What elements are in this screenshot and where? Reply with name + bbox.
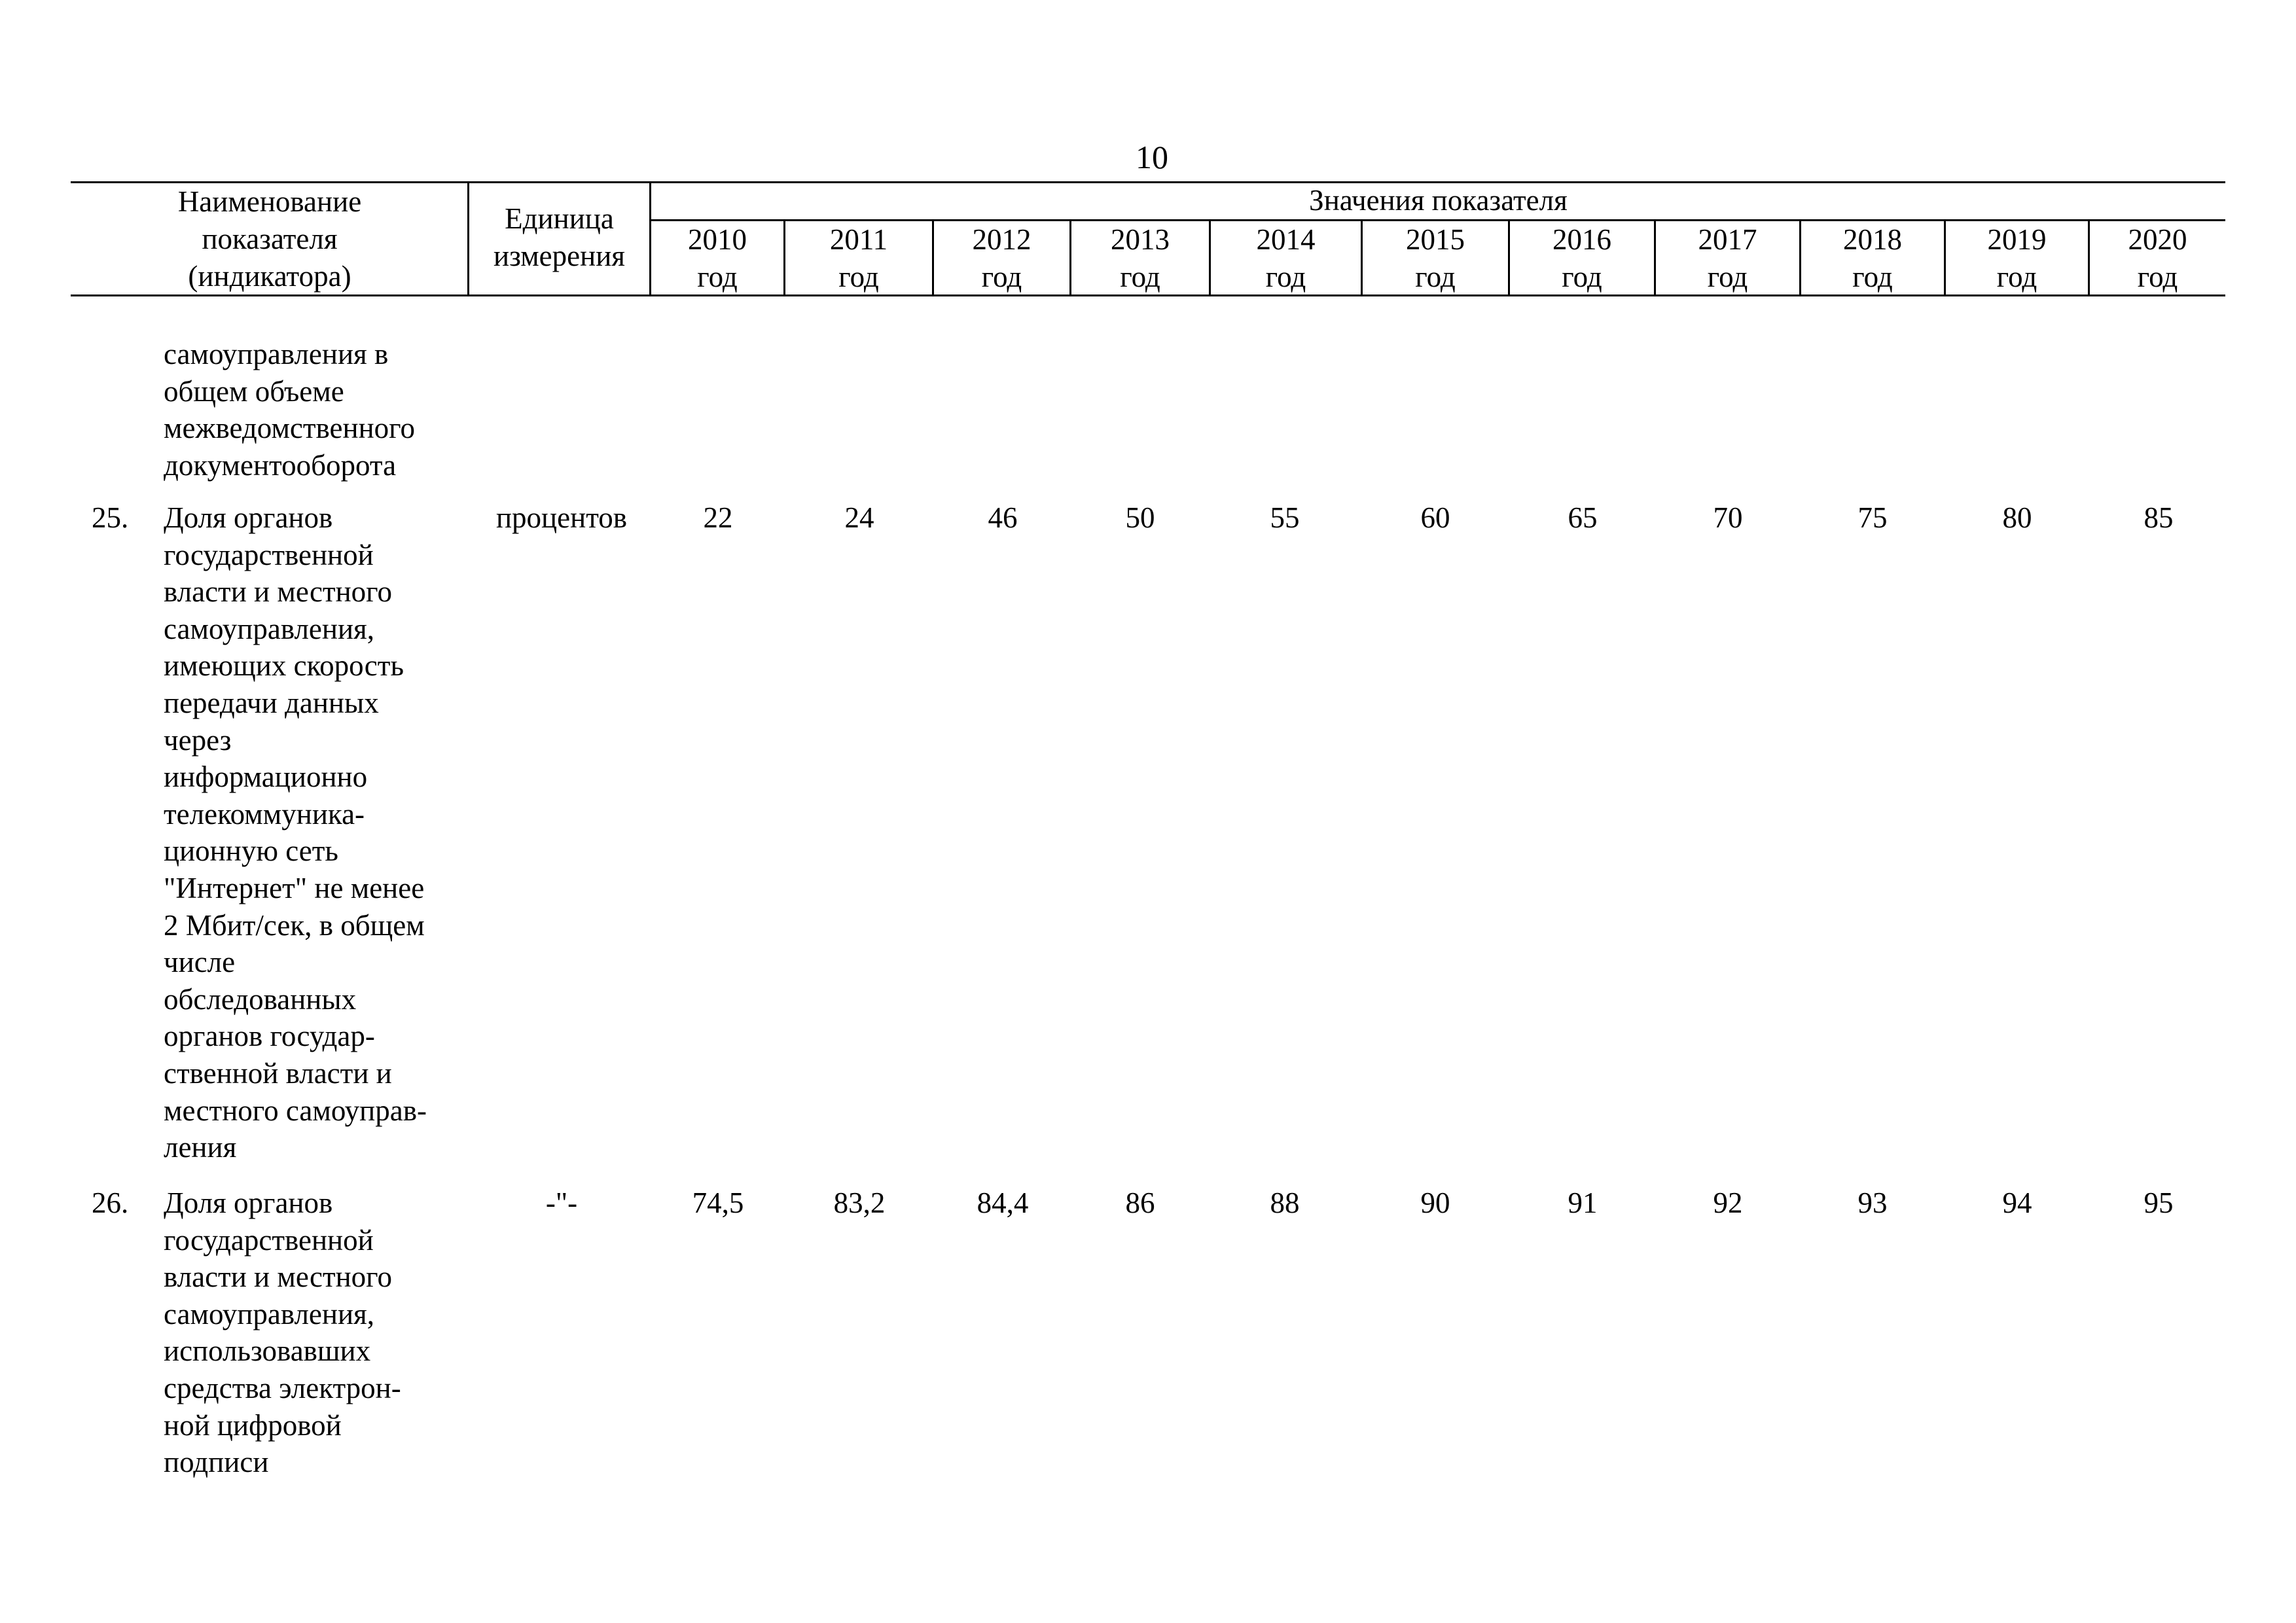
header-year-suffix: год [1707,260,1748,293]
header-year-suffix: год [1265,260,1306,293]
header-year-label: 2019 [1987,223,2047,256]
row-number-26: 26. [92,1186,129,1219]
row-26-value-2016: 91 [1568,1186,1598,1219]
header-year-2011 [785,221,932,296]
row-26-value-2012: 84,4 [977,1186,1029,1219]
row-26-unit: -"- [545,1186,578,1219]
row-26-value-2010: 74,5 [692,1186,744,1219]
header-year-suffix: год [981,260,1022,293]
row-26-value-2015: 90 [1420,1186,1450,1219]
header-year-2017 [1656,221,1799,296]
row-25-value-2014: 55 [1270,501,1300,534]
header-values-group: Значения показателя [1309,184,1568,217]
header-year-label: 2010 [688,223,747,256]
header-year-label: 2015 [1406,223,1465,256]
header-year-2012 [934,221,1069,296]
header-year-label: 2011 [829,223,888,256]
row-25-value-2013: 50 [1125,501,1155,534]
header-year-suffix: год [838,260,879,293]
header-year-2020 [2090,221,2225,296]
header-year-label: 2017 [1698,223,1757,256]
row-26-value-2019: 94 [2002,1186,2032,1219]
header-year-label: 2014 [1256,223,1316,256]
header-year-2016 [1510,221,1654,296]
row-25-unit: процентов [495,501,628,534]
header-unit-column: Единица измерения [493,202,625,272]
row-26-value-2017: 92 [1713,1186,1743,1219]
row-25-indicator-name: Доля органов государственной власти и местного самоуправления, имеющих скорость передачи данных через информационно телекоммуника- ционную сеть "Интернет" не менее 2 Мбит/сек, в общем числе обследованных органов государ- ственной власти и местного самоуправ- ления [164,501,427,1164]
row-25-value-2015: 60 [1420,501,1450,534]
row-26-value-2011: 83,2 [833,1186,886,1219]
row-25-value-2018: 75 [1857,501,1888,534]
row-26-value-2018: 93 [1857,1186,1888,1219]
row-26-value-2013: 86 [1125,1186,1155,1219]
header-year-suffix: год [1562,260,1602,293]
header-year-2019 [1946,221,2088,296]
page-number: 10 [1136,139,1168,175]
row-25-value-2010: 22 [703,501,733,534]
row-26-value-2014: 88 [1270,1186,1300,1219]
header-year-suffix: год [1120,260,1160,293]
row-26-indicator-name: Доля органов государственной власти и местного самоуправления, использовавших средства электрон- ной цифровой подписи [164,1186,401,1479]
header-year-suffix: год [1996,260,2037,293]
header-year-suffix: год [2137,260,2178,293]
row-25-value-2017: 70 [1713,501,1743,534]
header-year-2013 [1071,221,1209,296]
row-number-25: 25. [92,501,129,534]
row-25-value-2020: 85 [2144,501,2174,534]
header-year-label: 2013 [1111,223,1170,256]
header-year-2018 [1801,221,1944,296]
continuation-text: самоуправления в общем объеме межведомственного документооборота [164,338,416,482]
row-25-value-2012: 46 [988,501,1018,534]
row-26-value-2020: 95 [2144,1186,2174,1219]
header-year-label: 2018 [1843,223,1902,256]
header-year-suffix: год [1852,260,1893,293]
row-25-value-2016: 65 [1568,501,1598,534]
header-year-label: 2020 [2128,223,2187,256]
header-year-suffix: год [697,260,738,293]
header-year-label: 2012 [972,223,1031,256]
header-year-2015 [1363,221,1508,296]
header-year-suffix: год [1415,260,1456,293]
header-year-2010 [651,221,783,296]
header-name-column: Наименование показателя (индикатора) [177,185,362,293]
header-year-label: 2016 [1552,223,1611,256]
row-25-value-2019: 80 [2002,501,2032,534]
header-year-2014 [1211,221,1361,296]
row-25-value-2011: 24 [844,501,874,534]
